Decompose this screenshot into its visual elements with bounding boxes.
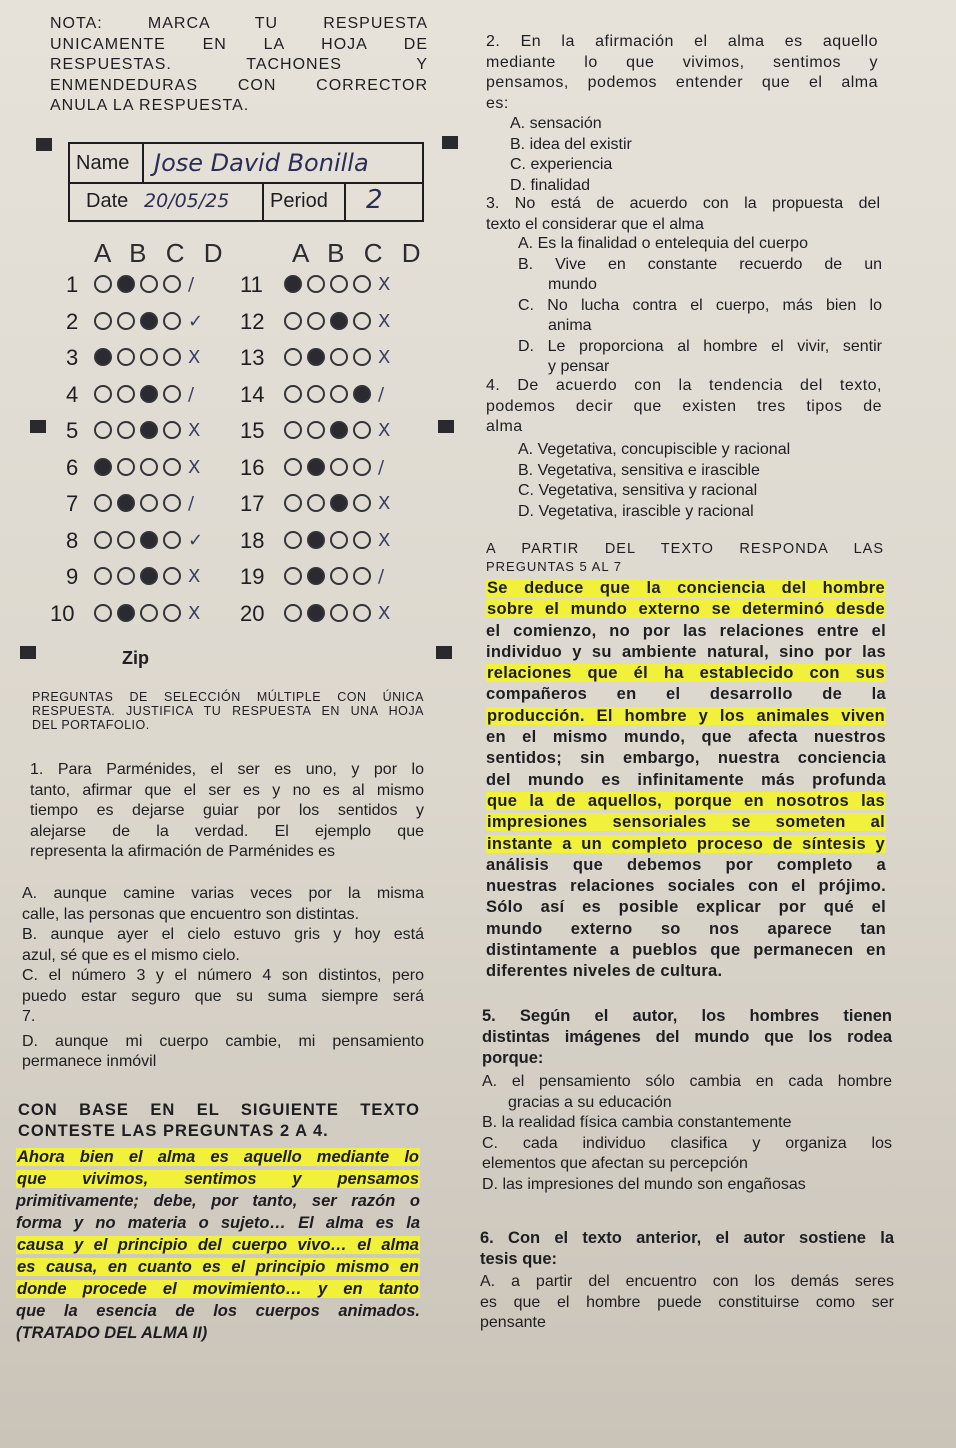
answer-bubble-b[interactable] <box>307 312 325 330</box>
q5-option-c-cont: elementos que afectan su percepción <box>482 1155 748 1172</box>
answer-bubble-d[interactable] <box>353 348 371 366</box>
q6-line: tesis que: <box>480 1250 558 1268</box>
q2-option-c: C. experiencia <box>510 156 613 173</box>
q3-option-c-cont: anima <box>548 317 592 334</box>
period-label: Period <box>264 182 346 220</box>
passage-line: distintamente a pueblos que permanecen en <box>486 941 886 960</box>
answer-bubble-a[interactable] <box>284 458 302 476</box>
passage-line: en el mismo mundo, que afecta nuestros <box>486 728 886 747</box>
date-label: Date <box>86 190 129 212</box>
answer-row <box>240 453 436 483</box>
question-4 <box>486 376 882 438</box>
answer-bubble-c[interactable] <box>330 385 348 403</box>
answer-bubble-c[interactable] <box>140 604 158 622</box>
period-value[interactable]: 2 <box>366 185 383 215</box>
answer-bubble-c[interactable] <box>140 421 158 439</box>
name-value[interactable]: Jose David Bonilla <box>154 149 369 177</box>
quote-line: primitivamente; debe, por tanto, ser razón o <box>16 1192 420 1210</box>
q1-option-c-cont: puedo estar seguro que su suma siempre será <box>22 987 424 1005</box>
passage-line: nuestras relaciones sociales con el prójimo. <box>486 877 886 896</box>
answer-bubble-c[interactable] <box>140 275 158 293</box>
q1-line: alejarse de la verdad. El ejemplo que <box>30 822 424 840</box>
answer-row <box>56 526 246 556</box>
answer-number: 4 <box>66 381 79 407</box>
answer-bubble-c[interactable] <box>140 531 158 549</box>
q1-line-text: 1. Para Parménides, el ser es uno, y por lo <box>30 761 424 778</box>
quote-line: que la esencia de los cuerpos animados. <box>16 1302 420 1320</box>
name-row <box>70 144 422 184</box>
answer-bubble-a[interactable] <box>94 458 112 476</box>
date-row <box>70 182 422 220</box>
answer-row <box>240 343 436 373</box>
q3-option-d-cont: y pensar <box>548 358 610 375</box>
date-value[interactable]: 20/05/25 <box>144 184 264 220</box>
grading-mark: X <box>378 602 391 624</box>
grading-mark: / <box>378 566 385 587</box>
timing-mark <box>438 420 454 433</box>
q5-option-d: D. las impresiones del mundo son engañosas <box>482 1175 806 1193</box>
answer-bubble-d[interactable] <box>163 531 181 549</box>
q5-line: porque: <box>482 1049 544 1067</box>
passage-line: análisis que debemos por completo a <box>486 855 886 874</box>
q2-option-d: D. finalidad <box>510 176 591 194</box>
q2-option-b: B. idea del existir <box>510 135 632 153</box>
q3-option-d: D. Le proporciona al hombre el vivir, sentir <box>518 337 882 355</box>
instructions <box>32 690 424 732</box>
passage-line: compañeros en el desarrollo de la <box>486 685 886 704</box>
quote-line <box>16 1234 420 1256</box>
question-6-options <box>480 1272 894 1334</box>
question-6 <box>480 1228 894 1270</box>
answer-bubble-b[interactable] <box>117 348 135 366</box>
soul-quote <box>16 1146 420 1344</box>
q4-line: alma <box>486 418 523 435</box>
q1-option-a-cont: calle, las personas que encuentro son distintas. <box>22 905 360 923</box>
answer-bubble-a[interactable] <box>284 385 302 403</box>
answer-row <box>56 270 246 300</box>
passage-line: sentidos; sin embargo, nuestra conciencia <box>486 749 886 768</box>
passage-highlight: instante a un completo proceso de síntesis y <box>487 834 885 853</box>
grading-mark: X <box>188 602 201 624</box>
question-4-options <box>518 440 882 522</box>
q4-option-c: C. Vegetativa, sensitiva y racional <box>518 482 758 499</box>
grading-mark: X <box>188 566 201 587</box>
grading-mark: / <box>188 274 195 295</box>
answer-number: 14 <box>240 381 265 407</box>
q1-option-b: B. aunque ayer el cielo estuvo gris y hoy está <box>22 926 424 943</box>
passage-line <box>486 791 886 812</box>
answer-number: 11 <box>240 272 263 297</box>
partir-line: A PARTIR DEL TEXTO RESPONDA LAS <box>486 541 884 557</box>
q3-line: 3. No está de acuerdo con la propuesta del <box>486 195 880 212</box>
grading-mark: / <box>378 456 385 478</box>
q6-line: 6. Con el texto anterior, el autor sostiene la <box>480 1229 894 1247</box>
quote-highlight: que vivimos, sentimos y pensamos <box>17 1170 419 1188</box>
quote-source: (TRATADO DEL ALMA II) <box>16 1324 208 1342</box>
answer-number: 1 <box>66 272 79 297</box>
quote-line <box>16 1146 420 1168</box>
answer-bubble-c[interactable] <box>140 385 158 403</box>
answer-row <box>56 453 246 483</box>
answer-row <box>240 307 436 337</box>
answer-number: 9 <box>66 564 79 589</box>
grading-mark: X <box>378 529 391 551</box>
answer-bubble-b[interactable] <box>117 494 135 512</box>
quote-highlight: causa y el principio del cuerpo vivo… el alma <box>17 1236 419 1254</box>
answer-bubble-d[interactable] <box>163 348 181 366</box>
passage-line: mundo externo so nos aparece tan <box>486 919 886 938</box>
q3-option-a: A. Es la finalidad o entelequia del cuerpo <box>518 235 808 252</box>
q5-line: distintas imágenes del mundo que los rodea <box>482 1028 892 1046</box>
answer-bubble-a[interactable] <box>94 531 112 549</box>
grading-mark: / <box>188 493 195 514</box>
answer-bubble-b[interactable] <box>307 604 325 622</box>
q2-line: 2. En la afirmación el alma es aquello <box>486 33 878 50</box>
grading-mark: X <box>378 347 391 368</box>
partir-line: PREGUNTAS 5 AL 7 <box>486 559 622 574</box>
answer-row <box>56 489 246 519</box>
q4-option-a: A. Vegetativa, concupiscible y racional <box>518 441 791 458</box>
passage-line <box>486 578 886 599</box>
answer-number: 6 <box>66 454 79 480</box>
answer-bubble-b[interactable] <box>117 275 135 293</box>
answer-number: 12 <box>240 308 265 334</box>
quote-highlight: es causa, en cuanto es el principio mismo en <box>17 1258 419 1276</box>
answer-bubble-a[interactable] <box>94 494 112 512</box>
q1-option-c-cont2: 7. <box>22 1008 36 1025</box>
timing-mark <box>30 420 46 433</box>
quote-line <box>16 1168 420 1190</box>
answer-number: 2 <box>66 308 79 334</box>
timing-mark <box>436 646 452 659</box>
answer-number: 15 <box>240 418 265 443</box>
answer-row <box>56 343 246 373</box>
answer-bubble-a[interactable] <box>284 531 302 549</box>
grading-mark: / <box>188 383 195 405</box>
answer-bubble-b[interactable] <box>307 421 325 439</box>
answer-bubble-d[interactable] <box>353 604 371 622</box>
passage-highlight: impresiones sensoriales se someten al <box>487 813 885 832</box>
q6-option-a: A. a partir del encuentro con los demás seres <box>480 1273 894 1290</box>
answer-bubble-b[interactable] <box>117 312 135 330</box>
question-1-options <box>22 884 424 1073</box>
q2-option-a: A. sensación <box>510 115 602 132</box>
passage-line <box>486 812 886 833</box>
answer-row <box>56 416 246 446</box>
answer-row <box>240 416 436 446</box>
q3-option-b-cont: mundo <box>548 276 597 293</box>
answer-bubble-d[interactable] <box>353 421 371 439</box>
question-3-options <box>518 234 882 378</box>
passage-highlight: que la de aquellos, porque en nosotros las <box>487 791 885 810</box>
grading-mark: X <box>378 493 391 514</box>
grading-mark: X <box>188 347 201 368</box>
answer-row <box>240 270 436 300</box>
zip-label: Zip <box>122 648 149 668</box>
q5-option-a-cont: gracias a su educación <box>508 1093 672 1111</box>
answer-bubble-a[interactable] <box>94 385 112 403</box>
instruction-line: RESPUESTA. JUSTIFICA TU RESPUESTA EN UNA HOJA <box>32 704 424 718</box>
answer-header-col2: A B C D <box>292 238 427 268</box>
answer-bubble-c[interactable] <box>330 567 348 585</box>
partir-instruction <box>486 540 884 576</box>
answer-bubble-a[interactable] <box>94 312 112 330</box>
nota-line: ANULA LA RESPUESTA. <box>50 97 250 114</box>
grading-mark: X <box>188 456 201 478</box>
answer-bubble-c[interactable] <box>140 567 158 585</box>
passage-highlight: sobre el mundo externo se determinó desde <box>487 600 885 619</box>
answer-bubble-a[interactable] <box>284 275 302 293</box>
answer-bubble-a[interactable] <box>284 567 302 585</box>
q4-option-d: D. Vegetativa, irascible y racional <box>518 502 754 520</box>
question-3 <box>486 194 880 235</box>
answer-bubble-a[interactable] <box>94 348 112 366</box>
answer-number: 20 <box>240 600 265 626</box>
base-instruction <box>18 1100 420 1142</box>
answer-bubble-c[interactable] <box>330 604 348 622</box>
answer-number: 13 <box>240 345 265 370</box>
grading-mark: X <box>188 420 201 441</box>
quote-line <box>16 1278 420 1300</box>
answer-bubble-d[interactable] <box>163 458 181 476</box>
answer-number: 17 <box>240 491 265 516</box>
passage-line <box>486 599 886 620</box>
passage-line: Sólo así es posible explicar por qué el <box>486 898 886 917</box>
passage-highlight: producción. El hombre y los animales viven <box>487 706 885 725</box>
timing-mark <box>20 646 36 659</box>
question-2-options <box>510 114 870 196</box>
answer-bubble-a[interactable] <box>94 604 112 622</box>
q1-line: tiempo es dejarse guiar por los sentidos y <box>30 802 424 819</box>
passage-line <box>486 834 886 855</box>
nota-line: UNICAMENTE EN LA HOJA DE <box>50 35 428 53</box>
answer-number: 10 <box>50 600 75 626</box>
answer-bubble-a[interactable] <box>284 421 302 439</box>
passage-line <box>486 663 886 684</box>
answer-number: 7 <box>66 491 79 516</box>
answer-bubble-d[interactable] <box>163 275 181 293</box>
answer-bubble-b[interactable] <box>307 567 325 585</box>
q1-option-d-cont: permanece inmóvil <box>22 1053 157 1070</box>
grading-mark: ✓ <box>188 529 204 551</box>
q1-option-d: D. aunque mi cuerpo cambie, mi pensamiento <box>22 1032 424 1050</box>
answer-row <box>56 307 246 337</box>
q4-line: 4. De acuerdo con la tendencia del texto, <box>486 377 882 394</box>
grading-mark: X <box>378 274 391 295</box>
answer-bubble-b[interactable] <box>117 604 135 622</box>
quote-line <box>16 1256 420 1278</box>
answer-bubble-b[interactable] <box>117 531 135 549</box>
q5-option-a: A. el pensamiento sólo cambia en cada hombre <box>482 1073 892 1090</box>
q6-option-a-cont: es que el hombre puede constituirse como ser <box>480 1293 894 1311</box>
nota-block <box>50 14 428 117</box>
answer-bubble-d[interactable] <box>163 494 181 512</box>
q1-line-text: tanto, afirmar que el ser es y no es al mismo <box>30 781 424 799</box>
answer-bubble-a[interactable] <box>284 348 302 366</box>
answer-bubble-c[interactable] <box>330 458 348 476</box>
passage-line: diferentes niveles de cultura. <box>486 962 723 981</box>
answer-bubble-c[interactable] <box>330 348 348 366</box>
passage-highlight: Se deduce que la conciencia del hombre <box>487 579 885 597</box>
answer-bubble-d[interactable] <box>353 531 371 549</box>
q5-option-c: C. cada individuo clasifica y organiza los <box>482 1134 892 1152</box>
quote-highlight: Ahora bien el alma es aquello mediante lo <box>17 1148 419 1166</box>
q1-line <box>30 781 424 802</box>
answer-bubble-b[interactable] <box>117 421 135 439</box>
answer-row <box>56 562 246 592</box>
answer-bubble-c[interactable] <box>330 531 348 549</box>
answer-bubble-c[interactable] <box>330 421 348 439</box>
name-label: Name <box>70 144 144 182</box>
passage-line <box>486 706 886 727</box>
answer-row <box>240 489 436 519</box>
answer-number: 19 <box>240 564 265 589</box>
answer-header-col1: A B C D <box>94 238 229 268</box>
instruction-line: DEL PORTAFOLIO. <box>32 718 150 732</box>
answer-number: 8 <box>66 527 79 553</box>
passage-line: el comienzo, no por las relaciones entre el <box>486 621 886 640</box>
q3-line: texto el considerar que el alma <box>486 215 704 233</box>
student-info-box <box>68 142 424 222</box>
answer-bubble-d[interactable] <box>353 494 371 512</box>
answer-bubble-d[interactable] <box>353 385 371 403</box>
answer-bubble-c[interactable] <box>140 458 158 476</box>
quote-highlight: donde procede el movimiento… y en tanto <box>17 1280 419 1298</box>
answer-bubble-d[interactable] <box>353 458 371 476</box>
answer-number: 16 <box>240 454 265 480</box>
answer-number: 3 <box>66 345 79 370</box>
answer-bubble-c[interactable] <box>330 494 348 512</box>
q1-line <box>30 760 424 781</box>
answer-bubble-d[interactable] <box>163 567 181 585</box>
quote-line: forma y no materia o sujeto… El alma es la <box>16 1214 420 1232</box>
q3-option-b: B. Vive en constante recuerdo de un <box>518 255 882 273</box>
passage-line: individuo y su ambiente natural, sino por las <box>486 642 886 661</box>
q1-option-b-cont: azul, sé que es el mismo cielo. <box>22 946 240 964</box>
answer-bubble-a[interactable] <box>284 312 302 330</box>
answer-row <box>240 562 436 592</box>
answer-bubble-b[interactable] <box>307 458 325 476</box>
question-5 <box>482 1006 892 1069</box>
q2-line: pensamos, podemos entender que el alma <box>486 74 878 91</box>
answer-row <box>240 599 436 629</box>
q2-line: mediante lo que vivimos, sentimos y <box>486 53 878 71</box>
passage-line: del mundo es infinitamente más profunda <box>486 770 886 789</box>
timing-mark <box>36 138 52 151</box>
answer-bubble-b[interactable] <box>117 385 135 403</box>
answer-bubble-b[interactable] <box>307 385 325 403</box>
answer-bubble-d[interactable] <box>163 312 181 330</box>
answer-bubble-d[interactable] <box>163 604 181 622</box>
answer-number: 18 <box>240 527 265 553</box>
base-line: CONTESTE LAS PREGUNTAS 2 A 4. <box>18 1122 329 1140</box>
answer-row <box>240 380 436 410</box>
nota-line: ENMENDEDURAS CON CORRECTOR <box>50 76 428 94</box>
answer-bubble-a[interactable] <box>94 567 112 585</box>
q2-line: es: <box>486 94 509 112</box>
question-5-options <box>482 1072 892 1195</box>
answer-bubble-c[interactable] <box>330 275 348 293</box>
answer-number: 5 <box>66 418 79 443</box>
answer-bubble-a[interactable] <box>284 494 302 512</box>
q4-line: podemos decir que existen tres tipos de <box>486 397 882 415</box>
answer-bubble-b[interactable] <box>307 275 325 293</box>
grading-mark: X <box>378 310 391 332</box>
answer-bubble-c[interactable] <box>140 494 158 512</box>
base-line: CON BASE EN EL SIGUIENTE TEXTO <box>18 1101 420 1119</box>
answer-bubble-c[interactable] <box>140 312 158 330</box>
answer-bubble-b[interactable] <box>117 567 135 585</box>
answer-bubble-d[interactable] <box>163 421 181 439</box>
q3-option-c: C. No lucha contra el cuerpo, más bien lo <box>518 296 882 314</box>
grading-mark: ✓ <box>188 310 204 332</box>
q5-option-b: B. la realidad física cambia constantemente <box>482 1114 792 1131</box>
question-2 <box>486 32 878 114</box>
answer-bubble-b[interactable] <box>307 348 325 366</box>
passage-highlight: relaciones que él ha establecido con sus <box>487 664 885 683</box>
answer-bubble-a[interactable] <box>94 421 112 439</box>
timing-mark <box>442 136 458 149</box>
q1-option-c: C. el número 3 y el número 4 son distintos, pero <box>22 967 424 984</box>
grading-mark: X <box>378 420 391 441</box>
nota-line: NOTA: MARCA TU RESPUESTA <box>50 15 428 32</box>
instruction-line: PREGUNTAS DE SELECCIÓN MÚLTIPLE CON ÚNICA <box>32 690 424 704</box>
answer-bubble-c[interactable] <box>330 312 348 330</box>
answer-bubble-d[interactable] <box>353 567 371 585</box>
q1-option-a: A. aunque camine varias veces por la misma <box>22 885 424 902</box>
answer-row <box>240 526 436 556</box>
reading-passage <box>486 578 886 983</box>
answer-bubble-c[interactable] <box>140 348 158 366</box>
answer-bubble-b[interactable] <box>307 494 325 512</box>
answer-bubble-b[interactable] <box>307 531 325 549</box>
answer-bubble-a[interactable] <box>94 275 112 293</box>
answer-bubble-a[interactable] <box>284 604 302 622</box>
q6-option-a-cont2: pensante <box>480 1314 546 1331</box>
question-1 <box>30 760 424 863</box>
answer-bubble-d[interactable] <box>163 385 181 403</box>
answer-bubble-d[interactable] <box>353 275 371 293</box>
nota-line: RESPUESTAS. TACHONES Y <box>50 56 428 73</box>
grading-mark: / <box>378 383 385 405</box>
answer-bubble-b[interactable] <box>117 458 135 476</box>
answer-bubble-d[interactable] <box>353 312 371 330</box>
answer-row <box>56 380 246 410</box>
q1-line: representa la afirmación de Parménides es <box>30 843 336 860</box>
q4-option-b: B. Vegetativa, sensitiva e irascible <box>518 461 760 479</box>
answer-row <box>50 599 246 629</box>
q5-line: 5. Según el autor, los hombres tienen <box>482 1007 892 1025</box>
